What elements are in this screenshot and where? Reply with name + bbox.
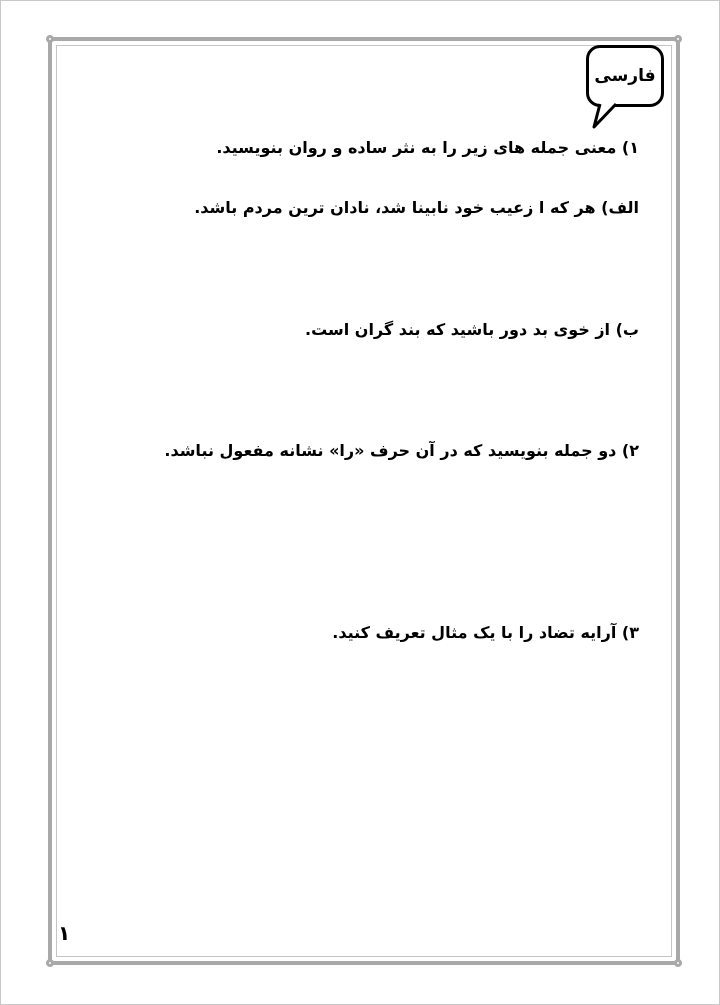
border-corner-ornament bbox=[674, 35, 682, 43]
subject-label: فارسی bbox=[594, 66, 656, 86]
border-corner-ornament bbox=[674, 959, 682, 967]
subject-badge bbox=[586, 45, 666, 135]
page-number: ۱ bbox=[58, 921, 71, 945]
border-corner-ornament bbox=[46, 959, 54, 967]
question-3: ۳) آرایه تضاد را با یک مثال تعریف کنید. bbox=[332, 623, 639, 642]
page-border-inner bbox=[56, 45, 672, 957]
question-1: ۱) معنی جمله های زیر را به نثر ساده و روان بنویسید. bbox=[216, 138, 639, 157]
question-1-item-a: الف) هر که ا زعیب خود نابینا شد، نادان ترین مردم باشد. bbox=[194, 198, 639, 217]
question-2: ۲) دو جمله بنویسید که در آن حرف «را» نشانه مفعول نباشد. bbox=[164, 441, 639, 460]
speech-bubble-tail-icon bbox=[586, 45, 666, 135]
question-1-item-b: ب) از خوی بد دور باشید که بند گران است. bbox=[304, 320, 639, 339]
border-corner-ornament bbox=[46, 35, 54, 43]
